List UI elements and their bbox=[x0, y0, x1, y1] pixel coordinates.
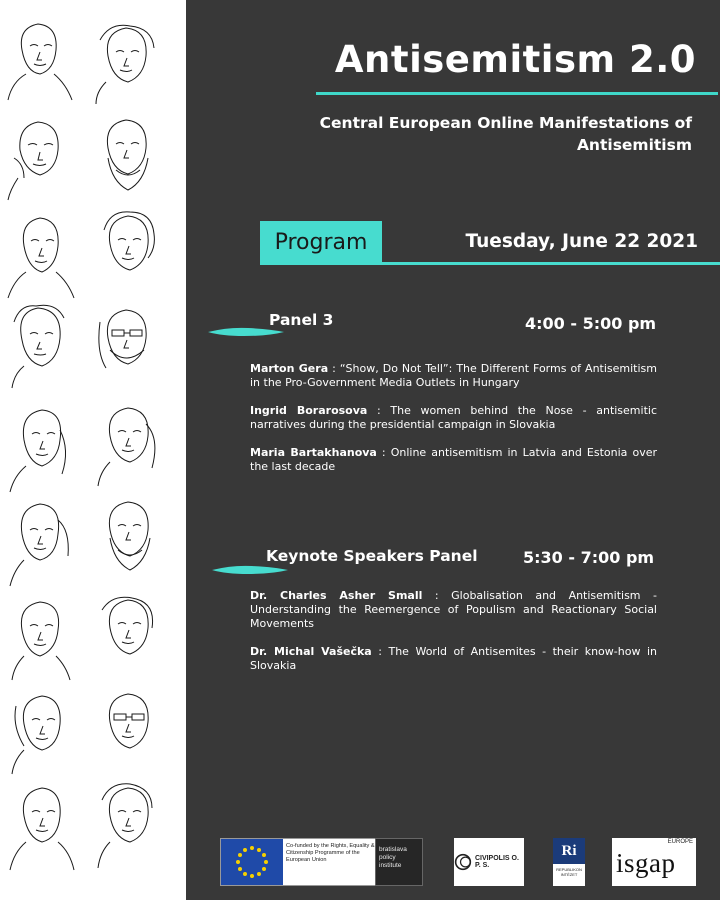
event-date: Tuesday, June 22 2021 bbox=[465, 231, 698, 252]
line-drawing-face-icon bbox=[8, 24, 72, 100]
title-divider bbox=[316, 92, 718, 95]
bratislava-policy-institute-logo bbox=[375, 838, 423, 886]
line-drawing-face-icon bbox=[10, 504, 68, 586]
eu-logo-text: Co-funded by the Rights, Equality & Citizenship Programme of the European Union bbox=[286, 843, 375, 863]
line-drawing-face-icon bbox=[96, 25, 154, 104]
talk-speaker: Dr. Michal Vašečka bbox=[250, 645, 372, 658]
line-drawing-face-icon bbox=[8, 218, 74, 298]
civipolis-circle-icon bbox=[454, 851, 472, 873]
line-drawing-face-icon bbox=[12, 696, 60, 774]
brush-stroke-icon bbox=[212, 564, 288, 576]
poster bbox=[186, 0, 720, 900]
line-drawing-face-icon bbox=[98, 784, 152, 868]
talk-item: Maria Bartakhanova : Online antisemitism in Latvia and Estonia over the last decade bbox=[250, 446, 657, 473]
page-title: Antisemitism 2.0 bbox=[334, 38, 696, 81]
republikon-name: REPUBLIKON INTÉZET bbox=[556, 867, 582, 877]
program-divider bbox=[260, 262, 720, 265]
bpi-line: bratislava bbox=[379, 846, 407, 853]
line-drawing-face-icon bbox=[12, 305, 64, 388]
talk-item: Dr. Charles Asher Small : Globalisation and Antisemitism - Understanding the Reemergence of Populism and Reactionary Social Movements bbox=[250, 589, 658, 630]
civipolis-name: CIVIPOLIS O. P. S. bbox=[474, 855, 519, 869]
line-drawing-face-icon bbox=[99, 310, 146, 368]
republikon-logo bbox=[553, 838, 585, 886]
page-subtitle: Central European Online Manifestations of Antisemitism bbox=[319, 114, 692, 154]
eu-logo bbox=[220, 838, 388, 886]
talk-title: Online antisemitism in Latvia and Estonia over the last decade bbox=[250, 446, 657, 473]
talk-title: The World of Antisemites - their know-how in Slovakia bbox=[250, 645, 657, 672]
bpi-line: policy bbox=[379, 854, 396, 861]
talk-item: Ingrid Borarosova : The women behind the Nose - antisemitic narratives during the presidential campaign in Slovakia bbox=[250, 404, 657, 431]
line-drawing-face-icon bbox=[102, 597, 153, 654]
program-label: Program bbox=[260, 221, 382, 265]
line-drawing-face-icon bbox=[109, 694, 148, 748]
line-drawing-face-icon bbox=[10, 788, 74, 870]
talk-speaker: Maria Bartakhanova bbox=[250, 446, 377, 459]
line-drawing-face-icon bbox=[107, 120, 148, 190]
civipolis-logo bbox=[454, 838, 524, 886]
talk-speaker: Ingrid Borarosova bbox=[250, 404, 368, 417]
eu-flag-icon bbox=[221, 839, 283, 885]
panel-name: Panel 3 bbox=[269, 311, 334, 329]
isgap-logo bbox=[612, 838, 696, 886]
panel-time: 4:00 - 5:00 pm bbox=[525, 314, 657, 333]
isgap-name: isgap bbox=[616, 848, 676, 878]
isgap-region: EUROPE bbox=[667, 839, 693, 845]
talk-item: Dr. Michal Vašečka : The World of Antisemites - their know-how in Slovakia bbox=[250, 645, 657, 672]
talk-title: Globalisation and Antisemitism - Understanding the Reemergence of Populism and Reactionary Social Movements bbox=[250, 589, 658, 630]
talk-speaker: Marton Gera bbox=[250, 362, 329, 375]
line-drawing-face-icon bbox=[109, 502, 150, 570]
talk-item: Marton Gera : “Show, Do Not Tell”: The Different Forms of Antisemitism in the Pro-Government Media Outlets in Hungary bbox=[250, 362, 658, 389]
line-drawing-face-icon bbox=[10, 410, 66, 492]
panel-name: Keynote Speakers Panel bbox=[266, 547, 478, 565]
line-drawing-face-icon bbox=[98, 408, 155, 486]
talk-title: The women behind the Nose - antisemitic narratives during the presidential campaign in Slovakia bbox=[250, 404, 657, 431]
republikon-mark: Ri bbox=[553, 838, 585, 864]
line-drawing-face-icon bbox=[12, 602, 70, 680]
talk-speaker: Dr. Charles Asher Small bbox=[250, 589, 423, 602]
panel-time: 5:30 - 7:00 pm bbox=[523, 548, 655, 567]
line-drawing-face-icon bbox=[8, 122, 58, 200]
line-drawing-face-icon bbox=[104, 212, 154, 270]
talk-title: “Show, Do Not Tell”: The Different Forms of Antisemitism in the Pro-Government Media Outlets in Hungary bbox=[250, 362, 658, 389]
bpi-line: institute bbox=[379, 862, 402, 869]
illustration-strip bbox=[0, 0, 186, 900]
line-drawing-faces bbox=[0, 0, 186, 900]
